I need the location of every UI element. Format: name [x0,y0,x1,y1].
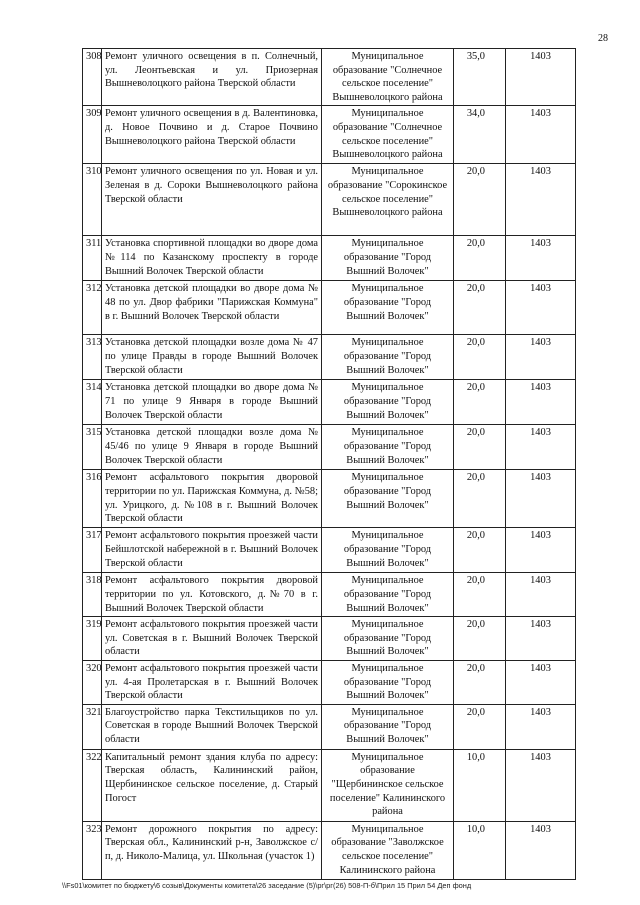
project-description-cell: Установка спортивной площадки во дворе дома №114 по Казанскому проспекту в городе Вышний Волочек Тверской области [102,236,322,281]
amount-cell: 10,0 [454,821,506,879]
table-row [83,281,576,335]
project-description-cell: Ремонт асфальтового покрытия проезжей части ул. Советская в г. Вышний Волочек Тверской области [102,617,322,661]
project-description-cell: Установка детской площадки возле дома № 45/46 по улице 9 Января в городе Вышний Волочек Тверской области [102,425,322,470]
municipality-cell: Муниципальное образование "Город Вышний Волочек" [322,236,454,281]
row-number-cell: 317 [83,528,102,573]
table-row [83,821,576,879]
municipality-cell: Муниципальное образование "Заволжское сельское поселение" Калининского района [322,821,454,879]
municipality-cell: Муниципальное образование "Город Вышний Волочек" [322,573,454,617]
budget-code-cell: 1403 [506,281,576,335]
project-description-cell: Ремонт уличного освещения по ул. Новая и ул. Зеленая в д. Сороки Вышневолоцкого района Тверской области [102,164,322,236]
page-number: 28 [598,33,608,44]
table-row [83,470,576,528]
budget-code-cell: 1403 [506,470,576,528]
amount-cell: 20,0 [454,335,506,380]
budget-code-cell: 1403 [506,573,576,617]
row-number-cell: 323 [83,821,102,879]
amount-cell: 20,0 [454,425,506,470]
amount-cell: 20,0 [454,704,506,749]
municipality-cell: Муниципальное образование "Город Вышний Волочек" [322,660,454,704]
budget-code-cell: 1403 [506,380,576,425]
budget-code-cell: 1403 [506,660,576,704]
project-description-cell: Установка детской площадки во дворе дома № 48 по ул. Двор фабрики "Парижская Коммуна" в г. Вышний Волочек Тверской области [102,281,322,335]
municipality-cell: Муниципальное образование "Щербининское сельское поселение" Калининского района [322,749,454,821]
amount-cell: 20,0 [454,236,506,281]
project-description-cell: Ремонт уличного освещения в п. Солнечный, ул. Леонтьевская и ул. Приозерная Вышневолоцкого района Тверской области [102,49,322,106]
row-number-cell: 322 [83,749,102,821]
amount-cell: 20,0 [454,660,506,704]
amount-cell: 20,0 [454,617,506,661]
project-description-cell: Ремонт дорожного покрытия по адресу: Тверская обл., Калининский р-н, Заволжское с/п, д. Николо-Малица, ул. Школьная (участок 1) [102,821,322,879]
table-row [83,49,576,106]
row-number-cell: 319 [83,617,102,661]
row-number-cell: 314 [83,380,102,425]
row-number-cell: 313 [83,335,102,380]
table-row [83,106,576,164]
table-row [83,335,576,380]
budget-code-cell: 1403 [506,164,576,236]
project-description-cell: Ремонт асфальтового покрытия проезжей части ул. 4-ая Пролетарская в г. Вышний Волочек Тверской области [102,660,322,704]
amount-cell: 20,0 [454,164,506,236]
row-number-cell: 318 [83,573,102,617]
project-description-cell: Ремонт асфальтового покрытия проезжей части Бейшлотской набережной в г. Вышний Волочек Тверской области [102,528,322,573]
table-row [83,236,576,281]
row-number-cell: 309 [83,106,102,164]
project-description-cell: Ремонт асфальтового покрытия дворовой территории по ул. Котовского, д.№70 в г. Вышний Волочек Тверской области [102,573,322,617]
budget-code-cell: 1403 [506,236,576,281]
municipality-cell: Муниципальное образование "Город Вышний Волочек" [322,528,454,573]
project-description-cell: Ремонт асфальтового покрытия дворовой территории по ул. Парижская Коммуна, д. №58; ул. Урицкого, д. №108 в г. Вышний Волочек Тверской области [102,470,322,528]
row-number-cell: 320 [83,660,102,704]
budget-code-cell: 1403 [506,106,576,164]
table-row [83,617,576,661]
budget-code-cell: 1403 [506,335,576,380]
budget-code-cell: 1403 [506,425,576,470]
file-path-footer: \\Fs01\комитет по бюджету\6 созыв\Документы комитета\26 заседание (5)\рг\рг(26) 508-П-б\Прил 15 Прил 54 Деп фонд [62,881,472,890]
amount-cell: 10,0 [454,749,506,821]
table-row [83,380,576,425]
budget-code-cell: 1403 [506,821,576,879]
amount-cell: 20,0 [454,380,506,425]
row-number-cell: 316 [83,470,102,528]
municipality-cell: Муниципальное образование "Город Вышний Волочек" [322,617,454,661]
project-description-cell: Установка детской площадки возле дома № 47 по улице Правды в городе Вышний Волочек Тверской области [102,335,322,380]
municipality-cell: Муниципальное образование "Город Вышний Волочек" [322,470,454,528]
table-row [83,660,576,704]
project-description-cell: Ремонт уличного освещения в д. Валентиновка, д. Новое Почвино и д. Старое Почвино Вышневолоцкого района Тверской области [102,106,322,164]
project-description-cell: Капитальный ремонт здания клуба по адресу: Тверская область, Калининский район, Щербининское сельское поселение, д. Старый Погост [102,749,322,821]
budget-code-cell: 1403 [506,704,576,749]
budget-code-cell: 1403 [506,749,576,821]
amount-cell: 20,0 [454,573,506,617]
municipality-cell: Муниципальное образование "Город Вышний Волочек" [322,335,454,380]
budget-code-cell: 1403 [506,49,576,106]
municipality-cell: Муниципальное образование "Солнечное сельское поселение" Вышневолоцкого района [322,49,454,106]
project-description-cell: Установка детской площадки во дворе дома № 71 по улице 9 Января в городе Вышний Волочек Тверской области [102,380,322,425]
allocation-table [82,48,576,880]
municipality-cell: Муниципальное образование "Город Вышний Волочек" [322,425,454,470]
row-number-cell: 310 [83,164,102,236]
row-number-cell: 311 [83,236,102,281]
row-number-cell: 315 [83,425,102,470]
table-row [83,164,576,236]
table-row [83,528,576,573]
row-number-cell: 321 [83,704,102,749]
row-number-cell: 312 [83,281,102,335]
table-row [83,704,576,749]
municipality-cell: Муниципальное образование "Город Вышний Волочек" [322,704,454,749]
table-row [83,573,576,617]
budget-code-cell: 1403 [506,528,576,573]
municipality-cell: Муниципальное образование "Город Вышний Волочек" [322,281,454,335]
municipality-cell: Муниципальное образование "Сорокинское сельское поселение" Вышневолоцкого района [322,164,454,236]
municipality-cell: Муниципальное образование "Город Вышний Волочек" [322,380,454,425]
table-row [83,425,576,470]
table-row [83,749,576,821]
row-number-cell: 308 [83,49,102,106]
amount-cell: 20,0 [454,281,506,335]
budget-code-cell: 1403 [506,617,576,661]
amount-cell: 35,0 [454,49,506,106]
municipality-cell: Муниципальное образование "Солнечное сельское поселение" Вышневолоцкого района [322,106,454,164]
amount-cell: 34,0 [454,106,506,164]
amount-cell: 20,0 [454,470,506,528]
project-description-cell: Благоустройство парка Текстильщиков по ул. Советская в городе Вышний Волочек Тверской области [102,704,322,749]
amount-cell: 20,0 [454,528,506,573]
